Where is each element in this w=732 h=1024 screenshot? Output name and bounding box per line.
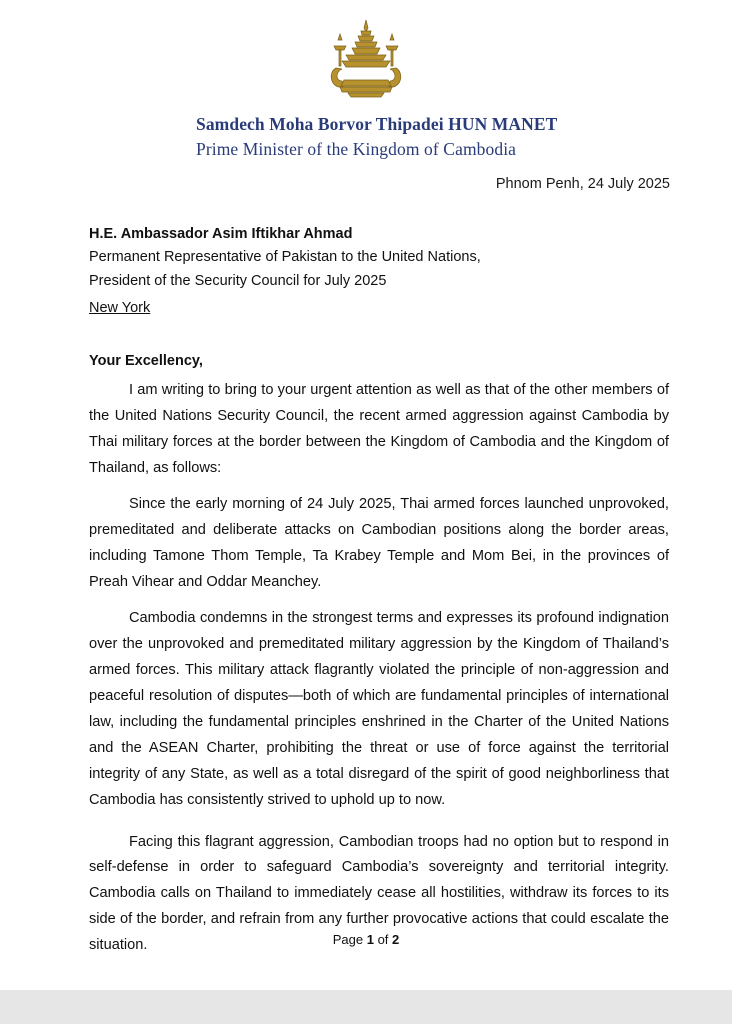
page-footer [0, 932, 732, 947]
letter-body [89, 378, 669, 969]
addressee-title-1: Permanent Representative of Pakistan to the United Nations, [89, 249, 481, 266]
body-paragraph: Facing this flagrant aggression, Cambodian troops had no option but to respond in self-defense in order to safeguard Cambodia’s sovereignty and territorial integrity. Cambodia calls on Thailand to immediately cease all hostilities, withdraw its forces to its side of the border, and refrain from any further provocative actions that could escalate the situation. [89, 833, 669, 954]
emblem-container [0, 18, 732, 105]
body-paragraph: I am writing to bring to your urgent attention as well as that of the other members of the United Nations Security Council, the recent armed aggression against Cambodia by Thai military forces at the border between the Kingdom of Cambodia and the Kingdom of Thailand, as follows: [89, 382, 669, 476]
letterhead [196, 112, 676, 163]
letterhead-line-1: Samdech Moha Borvor Thipadei HUN MANET [196, 114, 558, 134]
royal-arms-of-cambodia-icon [320, 18, 412, 100]
body-paragraph: Since the early morning of 24 July 2025, Thai armed forces launched unprovoked, premeditated and deliberate attacks on Cambodian positions along the border areas, including Tamone Thom Temple, Ta Krabey Temple and Mom Bei, in the provinces of Preah Vihear and Oddar Meanchey. [89, 495, 669, 590]
footer-middle: of [373, 932, 393, 947]
letterhead-line-2: Prime Minister of the Kingdom of Cambodia [196, 139, 517, 160]
footer-current-page: 1 [366, 932, 374, 947]
footer-total-pages: 2 [392, 932, 400, 947]
viewer-background-strip [0, 990, 732, 1024]
date-line: Phnom Penh, 24 July 2025 [495, 176, 670, 192]
addressee-city: New York [89, 300, 151, 317]
addressee-name: H.E. Ambassador Asim Iftikhar Ahmad [89, 226, 353, 242]
addressee-title-2: President of the Security Council for July 2025 [89, 272, 387, 289]
salutation: Your Excellency, [89, 353, 203, 369]
body-paragraph: Cambodia condemns in the strongest terms and expresses its profound indignation over the unprovoked and premeditated military aggression by the Kingdom of Thailand’s armed forces. This military attack flagrantly violated the principle of non-aggression and peaceful resolution of disputes—both of which are fundamental principles of international law, including the fundamental principles enshrined in the Charter of the United Nations and the ASEAN Charter, prohibiting the threat or use of force against the territorial integrity of any State, as well as a total disregard of the spirit of good neighborliness that Cambodia has consistently strived to uphold up to now. [89, 609, 669, 808]
addressee-block [89, 223, 649, 321]
footer-prefix: Page [332, 932, 367, 947]
